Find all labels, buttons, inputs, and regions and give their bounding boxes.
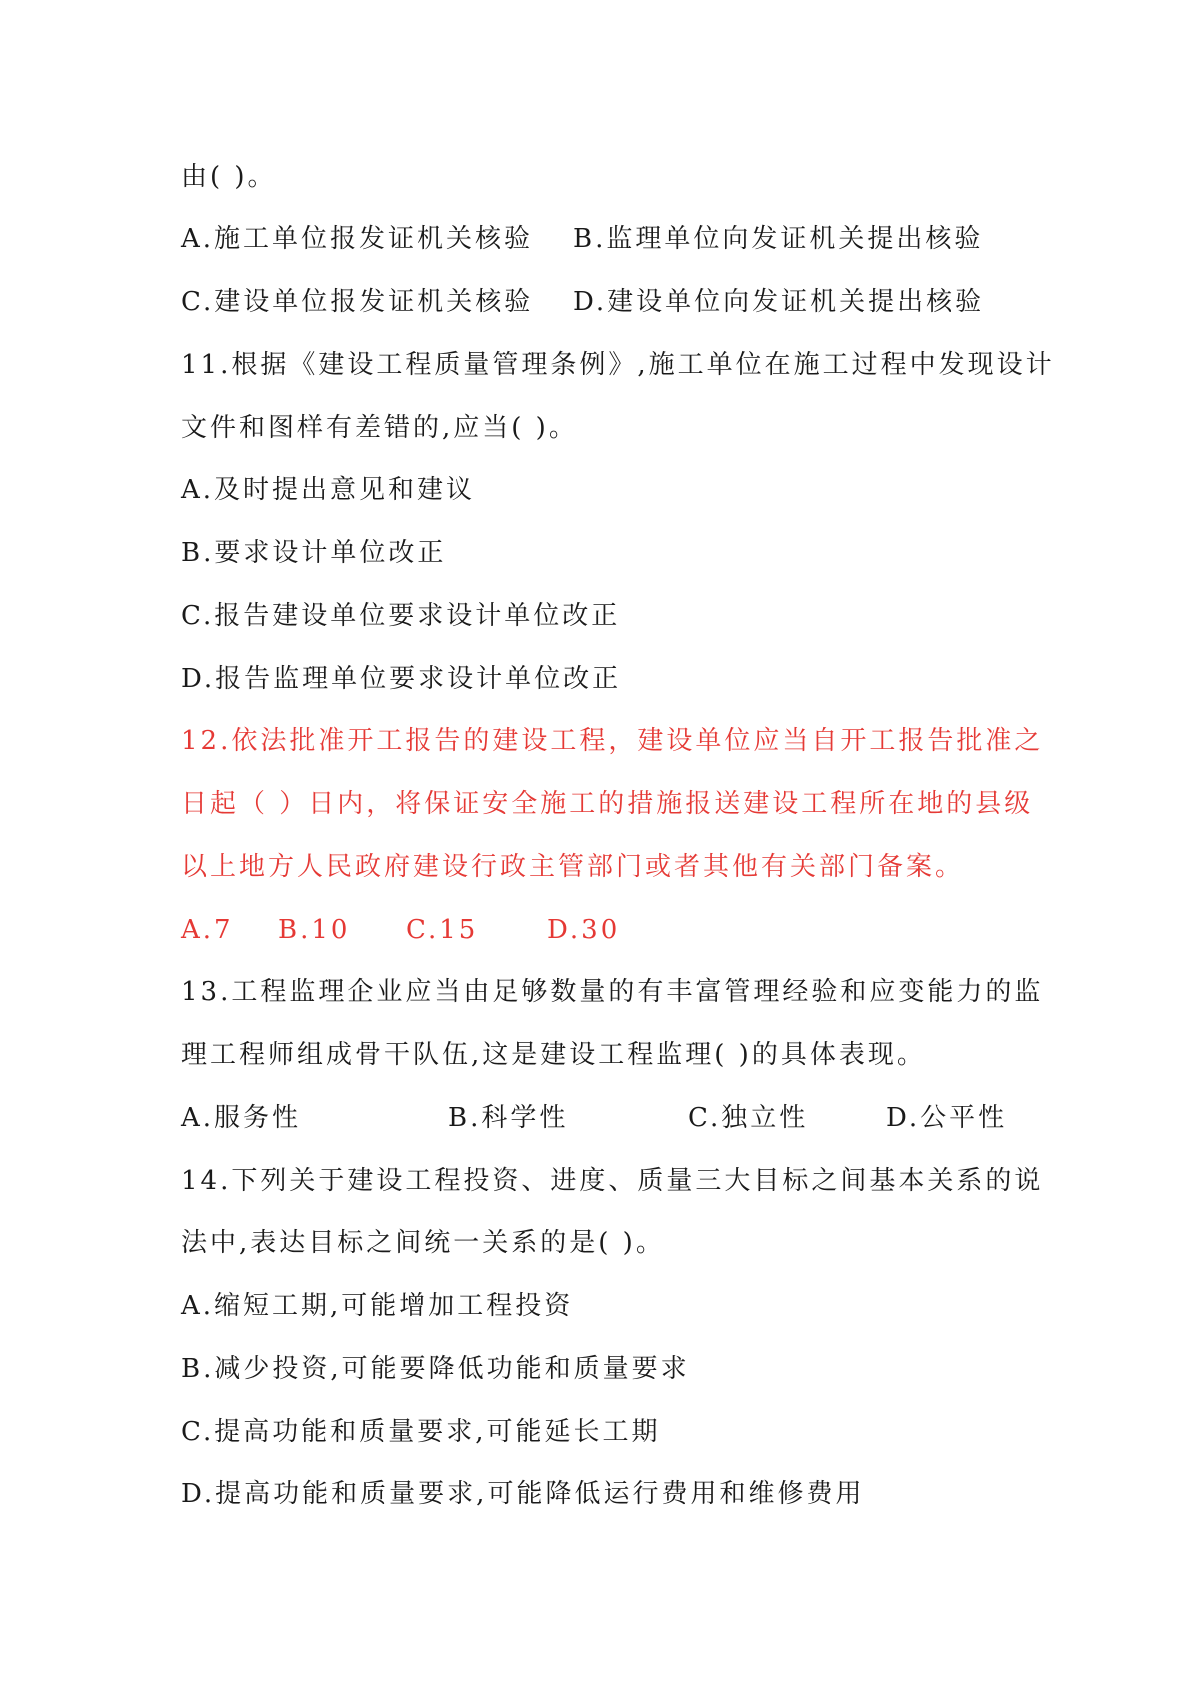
q13-stem-line1: 13.工程监理企业应当由足够数量的有丰富管理经验和应变能力的监 xyxy=(181,977,1044,1007)
q13-option-c: C.独立性 xyxy=(688,1103,809,1133)
q12-option-c: C.15 xyxy=(406,915,479,945)
q11-option-b: B.要求设计单位改正 xyxy=(181,538,447,568)
q12-stem-line2: 日起（ ）日内，将保证安全施工的措施报送建设工程所在地的县级 xyxy=(181,789,1034,819)
q14-stem-line2: 法中,表达目标之间统一关系的是( )。 xyxy=(181,1228,665,1258)
q11-stem-line2: 文件和图样有差错的,应当( )。 xyxy=(181,413,578,443)
q13-stem-line2: 理工程师组成骨干队伍,这是建设工程监理( )的具体表现。 xyxy=(181,1040,926,1070)
q12-stem-line3: 以上地方人民政府建设行政主管部门或者其他有关部门备案。 xyxy=(181,852,965,882)
q14-option-b: B.减少投资,可能要降低功能和质量要求 xyxy=(181,1354,690,1384)
q12-option-b: B.10 xyxy=(278,915,351,945)
q12-option-d: D.30 xyxy=(547,915,621,945)
q14-option-c: C.提高功能和质量要求,可能延长工期 xyxy=(181,1417,661,1447)
q10-option-d: D.建设单位向发证机关提出核验 xyxy=(573,287,985,317)
q10-option-a: A.施工单位报发证机关核验 xyxy=(181,224,534,254)
q11-option-c: C.报告建设单位要求设计单位改正 xyxy=(181,601,621,631)
q13-option-a: A.服务性 xyxy=(181,1103,302,1133)
q11-option-d: D.报告监理单位要求设计单位改正 xyxy=(181,664,622,694)
q14-option-d: D.提高功能和质量要求,可能降低运行费用和维修费用 xyxy=(181,1479,865,1509)
q13-option-d: D.公平性 xyxy=(886,1103,1008,1133)
q14-stem-line1: 14.下列关于建设工程投资、进度、质量三大目标之间基本关系的说 xyxy=(181,1166,1044,1196)
q12-stem-line1: 12.依法批准开工报告的建设工程，建设单位应当自开工报告批准之 xyxy=(181,726,1044,756)
q10-option-c: C.建设单位报发证机关核验 xyxy=(181,287,534,317)
q12-option-a: A.7 xyxy=(181,915,234,945)
q13-option-b: B.科学性 xyxy=(448,1103,569,1133)
q11-option-a: A.及时提出意见和建议 xyxy=(181,475,476,505)
q10-option-b: B.监理单位向发证机关提出核验 xyxy=(573,224,984,254)
q11-stem-line1: 11.根据《建设工程质量管理条例》,施工单位在施工过程中发现设计 xyxy=(181,350,1055,380)
q14-option-a: A.缩短工期,可能增加工程投资 xyxy=(181,1291,574,1321)
q10-stem-continuation: 由( )。 xyxy=(181,162,277,192)
